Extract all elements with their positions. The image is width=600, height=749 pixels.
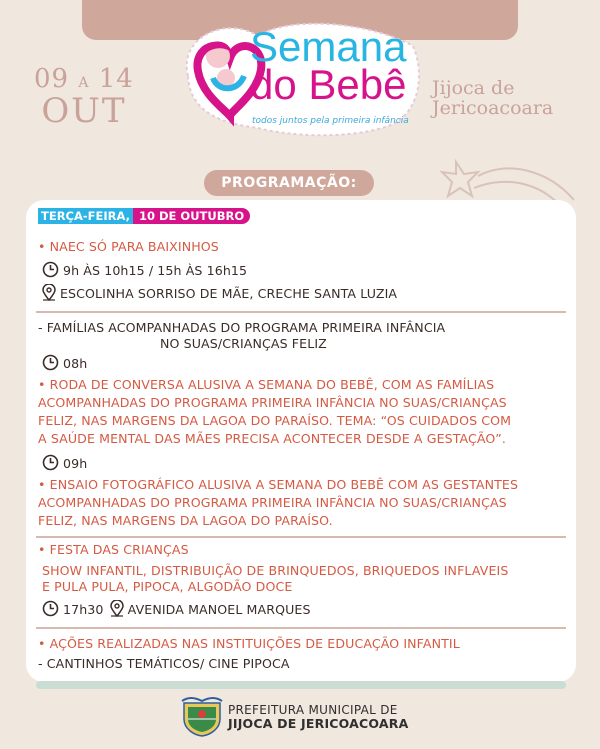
logo-title-line1: Semana <box>250 23 407 70</box>
event2-time2: 09h <box>63 456 88 471</box>
divider <box>36 627 566 629</box>
green-bar <box>36 681 566 689</box>
date-start: 09 <box>34 64 70 94</box>
event1-time-row <box>42 261 247 280</box>
event2-desc1-line2: ACOMPANHADAS DO PROGRAMA PRIMEIRA INFÂNCIA NO SUAS/CRIANÇAS <box>38 395 507 410</box>
clock-icon <box>42 354 59 371</box>
event2-desc2-line1: • ENSAIO FOTOGRÁFICO ALUSIVA A SEMANA DO BEBÊ COM AS GESTANTES <box>38 477 519 492</box>
day-tag <box>38 208 250 224</box>
event3-title: • FESTA DAS CRIANÇAS <box>38 542 189 557</box>
footer-line1: PREFEITURA MUNICIPAL DE <box>228 703 398 717</box>
event1-place: ESCOLINHA SORRISO DE MÃE, CRECHE SANTA LUZIA <box>60 286 398 301</box>
event1-place-row <box>42 284 397 303</box>
event2-desc1-line4: A SAÚDE MENTAL DAS MÃES PRECISA ACONTECER DESDE A GESTAÇÃO”. <box>38 431 506 446</box>
event2-desc1-line3: FELIZ, NAS MARGENS DA LAGOA DO PARAÍSO. TEMA: “OS CUIDADOS COM <box>38 413 512 428</box>
event3-time-place-row <box>42 600 311 619</box>
logo-title-line2: do Bebê <box>250 61 407 108</box>
city-name <box>432 78 553 118</box>
location-pin-icon <box>110 600 124 617</box>
date-month: OUT <box>41 91 127 131</box>
event2-desc1-line1: • RODA DE CONVERSA ALUSIVA A SEMANA DO BEBÊ, COM AS FAMÍLIAS <box>38 377 495 392</box>
clock-icon <box>42 261 59 278</box>
event3-time: 17h30 <box>63 602 104 617</box>
programacao-label: PROGRAMAÇÃO: <box>204 170 374 196</box>
divider <box>36 311 566 313</box>
event1-title: • NAEC SÓ PARA BAIXINHOS <box>38 239 219 254</box>
event3-desc-line2: E PULA PULA, PIPOCA, ALGODÃO DOCE <box>42 579 293 594</box>
day-weekday: TERÇA-FEIRA, <box>38 208 133 224</box>
event2-time1: 08h <box>63 356 88 371</box>
event2-time2-row <box>42 454 87 473</box>
logo-tagline: todos juntos pela primeira infância <box>252 116 409 126</box>
footer-line2: JIJOCA DE JERICOACOARA <box>228 716 409 731</box>
date-end: 14 <box>98 64 134 94</box>
event2-desc2-line3: FELIZ, NAS MARGENS DA LAGOA DO PARAÍSO. <box>38 513 333 528</box>
event2-desc2-line2: ACOMPANHADAS DO PROGRAMA PRIMEIRA INFÂNCIA NO SUAS/CRIANÇAS <box>38 495 507 510</box>
event2-time1-row <box>42 354 87 373</box>
clock-icon <box>42 454 59 471</box>
clock-icon <box>42 600 59 617</box>
event3-desc-line1: SHOW INFANTIL, DISTRIBUIÇÃO DE BRINQUEDOS, BRIQUEDOS INFLAVEIS <box>42 563 509 578</box>
event3-place: AVENIDA MANOEL MARQUES <box>127 602 311 617</box>
municipal-crest-icon <box>180 697 224 737</box>
day-date: 10 DE OUTUBRO <box>133 208 250 224</box>
divider <box>36 536 566 538</box>
event1-time: 9h ÀS 10h15 / 15h ÀS 16h15 <box>63 263 248 278</box>
event-dates <box>34 64 134 131</box>
date-connector: A <box>78 75 90 91</box>
event2-title-line2: NO SUAS/CRIANÇAS FELIZ <box>160 336 327 351</box>
city-line2: Jericoacoara <box>432 97 554 119</box>
event4-title: • AÇÕES REALIZADAS NAS INSTITUIÇÕES DE EDUCAÇÃO INFANTIL <box>38 636 460 651</box>
event4-desc: - CANTINHOS TEMÁTICOS/ CINE PIPOCA <box>38 656 290 671</box>
location-pin-icon <box>42 284 56 301</box>
event2-title-line1: - FAMÍLIAS ACOMPANHADAS DO PROGRAMA PRIMEIRA INFÂNCIA <box>38 320 446 335</box>
logo-title <box>250 23 407 108</box>
footer-text <box>228 703 409 731</box>
city-line1: Jijoca de <box>432 77 515 99</box>
